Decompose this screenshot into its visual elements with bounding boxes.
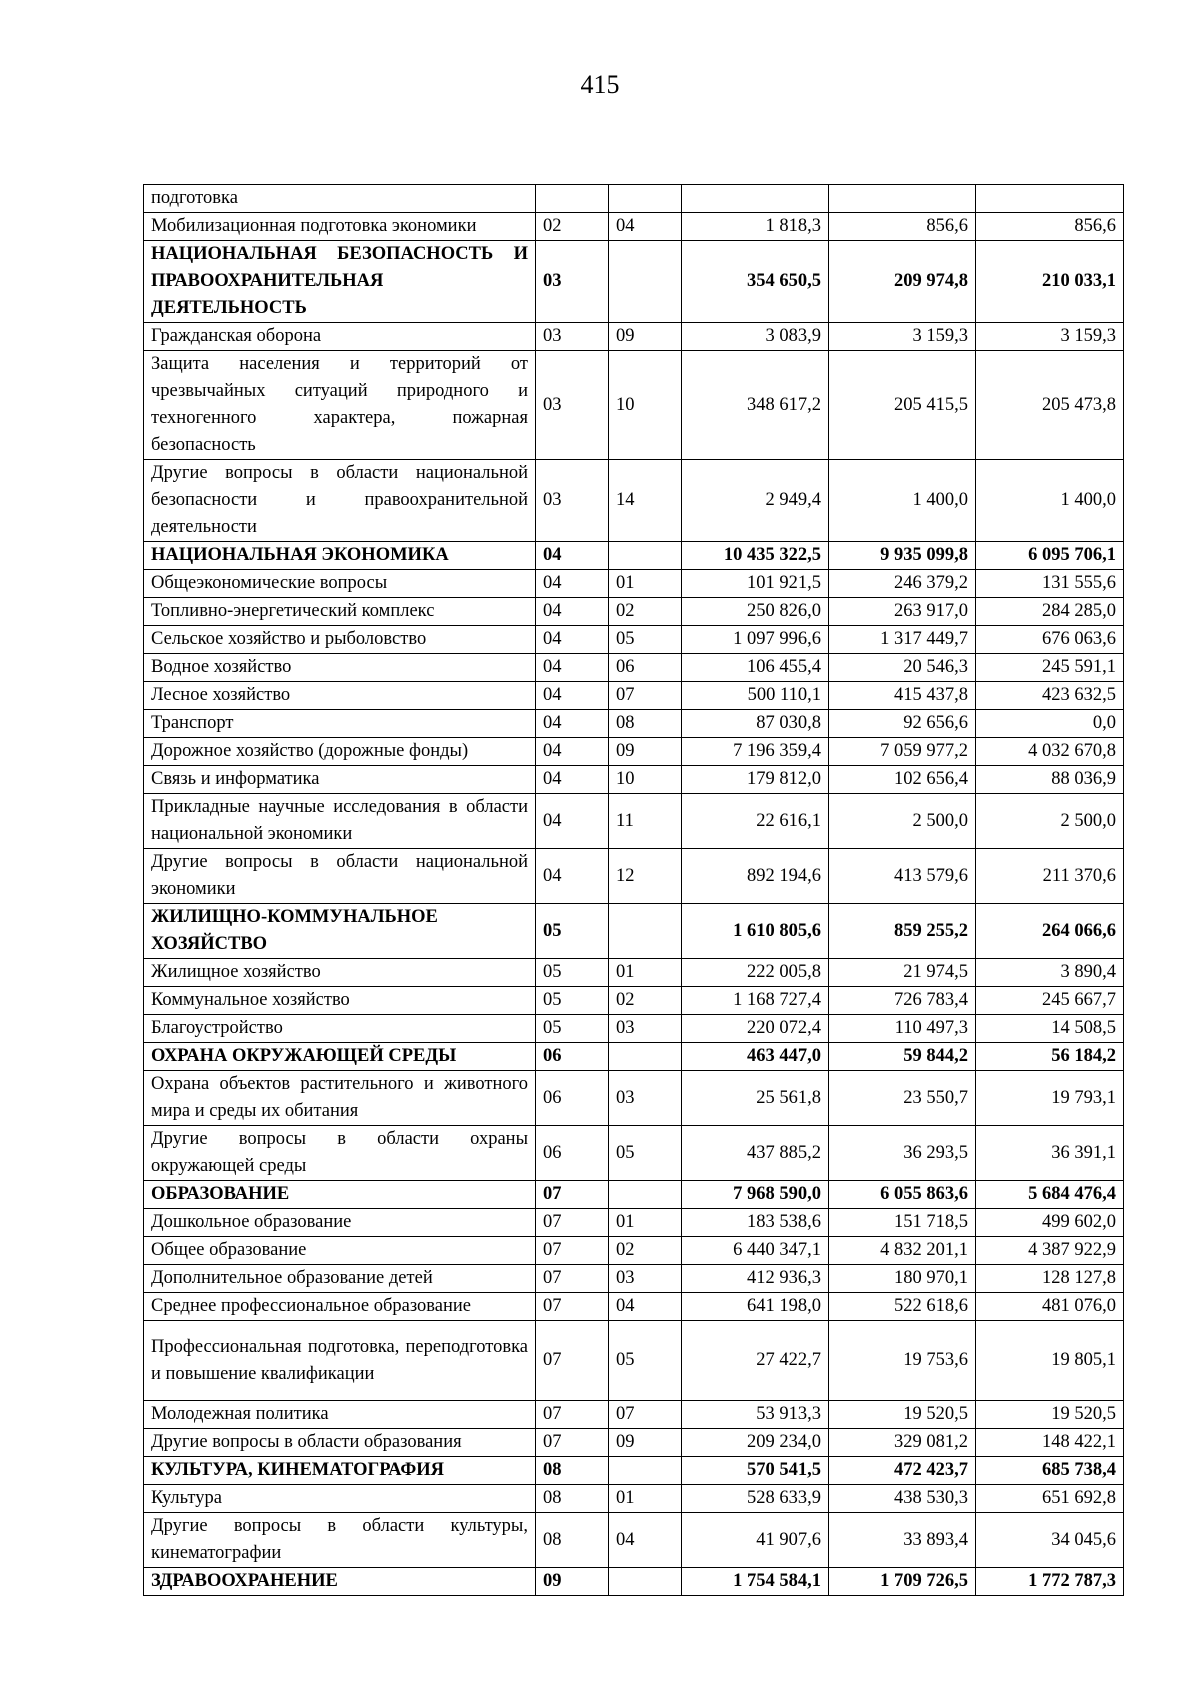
amount-year-2: 4 832 201,1 [829,1237,976,1265]
subsection-code: 10 [609,766,682,794]
amount-year-2: 3 159,3 [829,323,976,351]
amount-year-2: 472 423,7 [829,1457,976,1485]
amount-year-3: 481 076,0 [976,1293,1124,1321]
row-name: Другие вопросы в области культуры, кинематографии [144,1513,536,1568]
subsection-code: 09 [609,738,682,766]
amount-year-3: 245 591,1 [976,654,1124,682]
amount-year-1: 53 913,3 [682,1401,829,1429]
amount-year-1: 222 005,8 [682,959,829,987]
row-name: Дошкольное образование [144,1209,536,1237]
section-code: 04 [536,738,609,766]
row-name: Другие вопросы в области национальной безопасности и правоохранительной деятельности [144,460,536,542]
amount-year-2: 856,6 [829,213,976,241]
table-row [144,1513,1124,1568]
subsection-code [609,241,682,323]
amount-year-3: 5 684 476,4 [976,1181,1124,1209]
row-name: Гражданская оборона [144,323,536,351]
row-name: Благоустройство [144,1015,536,1043]
table-row [144,1015,1124,1043]
table-row [144,794,1124,849]
section-code: 06 [536,1126,609,1181]
amount-year-3: 19 805,1 [976,1321,1124,1401]
row-name: НАЦИОНАЛЬНАЯ ЭКОНОМИКА [144,542,536,570]
amount-year-3: 128 127,8 [976,1265,1124,1293]
amount-year-2: 522 618,6 [829,1293,976,1321]
row-name: ЖИЛИЩНО-КОММУНАЛЬНОЕ ХОЗЯЙСТВО [144,904,536,959]
subsection-code: 08 [609,710,682,738]
row-name: Охрана объектов растительного и животного мира и среды их обитания [144,1071,536,1126]
amount-year-1: 1 610 805,6 [682,904,829,959]
amount-year-2: 726 783,4 [829,987,976,1015]
amount-year-3: 0,0 [976,710,1124,738]
amount-year-2: 102 656,4 [829,766,976,794]
page-number: 415 [580,70,620,99]
table-row [144,1401,1124,1429]
section-code: 07 [536,1237,609,1265]
amount-year-3: 685 738,4 [976,1457,1124,1485]
amount-year-1: 41 907,6 [682,1513,829,1568]
row-name: подготовка [144,185,536,213]
amount-year-3: 34 045,6 [976,1513,1124,1568]
amount-year-3: 2 500,0 [976,794,1124,849]
section-code: 03 [536,241,609,323]
row-name: ОБРАЗОВАНИЕ [144,1181,536,1209]
section-code: 05 [536,904,609,959]
amount-year-2: 21 974,5 [829,959,976,987]
amount-year-3: 245 667,7 [976,987,1124,1015]
amount-year-1: 101 921,5 [682,570,829,598]
subsection-code: 01 [609,1209,682,1237]
amount-year-1: 348 617,2 [682,351,829,460]
amount-year-1: 3 083,9 [682,323,829,351]
section-code: 02 [536,213,609,241]
amount-year-2: 246 379,2 [829,570,976,598]
section-code: 06 [536,1071,609,1126]
amount-year-1: 1 097 996,6 [682,626,829,654]
amount-year-1: 6 440 347,1 [682,1237,829,1265]
row-name: НАЦИОНАЛЬНАЯ БЕЗОПАСНОСТЬ И ПРАВООХРАНИТЕЛЬНАЯ ДЕЯТЕЛЬНОСТЬ [144,241,536,323]
section-code: 04 [536,710,609,738]
amount-year-2: 180 970,1 [829,1265,976,1293]
row-name: Топливно-энергетический комплекс [144,598,536,626]
section-code: 07 [536,1265,609,1293]
table-row [144,598,1124,626]
subsection-code [609,904,682,959]
amount-year-2: 415 437,8 [829,682,976,710]
section-code: 03 [536,323,609,351]
amount-year-3: 676 063,6 [976,626,1124,654]
amount-year-3: 14 508,5 [976,1015,1124,1043]
amount-year-2: 19 520,5 [829,1401,976,1429]
row-name: Лесное хозяйство [144,682,536,710]
section-code: 07 [536,1321,609,1401]
table-row [144,1237,1124,1265]
section-code: 05 [536,1015,609,1043]
subsection-code: 01 [609,1485,682,1513]
amount-year-1: 250 826,0 [682,598,829,626]
amount-year-2: 263 917,0 [829,598,976,626]
amount-year-3: 19 793,1 [976,1071,1124,1126]
amount-year-2: 438 530,3 [829,1485,976,1513]
section-code: 04 [536,570,609,598]
subsection-code: 07 [609,682,682,710]
table-row [144,1126,1124,1181]
amount-year-3: 88 036,9 [976,766,1124,794]
row-name: Общеэкономические вопросы [144,570,536,598]
table-row [144,1429,1124,1457]
amount-year-1: 412 936,3 [682,1265,829,1293]
amount-year-1: 570 541,5 [682,1457,829,1485]
amount-year-1: 7 968 590,0 [682,1181,829,1209]
amount-year-1: 220 072,4 [682,1015,829,1043]
subsection-code: 04 [609,1293,682,1321]
amount-year-3: 423 632,5 [976,682,1124,710]
subsection-code [609,185,682,213]
row-name: ЗДРАВООХРАНЕНИЕ [144,1568,536,1596]
row-name: Среднее профессиональное образование [144,1293,536,1321]
amount-year-2: 1 317 449,7 [829,626,976,654]
amount-year-2: 859 255,2 [829,904,976,959]
table-row [144,213,1124,241]
amount-year-2: 59 844,2 [829,1043,976,1071]
section-code: 04 [536,598,609,626]
amount-year-2: 1 709 726,5 [829,1568,976,1596]
section-code: 03 [536,460,609,542]
amount-year-1: 2 949,4 [682,460,829,542]
amount-year-2: 2 500,0 [829,794,976,849]
section-code: 08 [536,1457,609,1485]
section-code: 06 [536,1043,609,1071]
table-row [144,626,1124,654]
amount-year-2: 33 893,4 [829,1513,976,1568]
row-name: ОХРАНА ОКРУЖАЮЩЕЙ СРЕДЫ [144,1043,536,1071]
section-code: 04 [536,849,609,904]
section-code: 04 [536,794,609,849]
subsection-code [609,1181,682,1209]
amount-year-2: 209 974,8 [829,241,976,323]
section-code: 04 [536,682,609,710]
amount-year-2: 110 497,3 [829,1015,976,1043]
amount-year-2: 92 656,6 [829,710,976,738]
subsection-code: 05 [609,1321,682,1401]
amount-year-1: 437 885,2 [682,1126,829,1181]
subsection-code: 05 [609,1126,682,1181]
amount-year-1: 183 538,6 [682,1209,829,1237]
section-code: 08 [536,1485,609,1513]
amount-year-2: 205 415,5 [829,351,976,460]
amount-year-1: 25 561,8 [682,1071,829,1126]
amount-year-2: 9 935 099,8 [829,542,976,570]
section-code [536,185,609,213]
subsection-code: 10 [609,351,682,460]
table-row [144,682,1124,710]
subsection-code: 01 [609,570,682,598]
section-code: 04 [536,654,609,682]
amount-year-1: 500 110,1 [682,682,829,710]
subsection-code: 03 [609,1071,682,1126]
row-name: Связь и информатика [144,766,536,794]
amount-year-3: 148 422,1 [976,1429,1124,1457]
section-code: 07 [536,1293,609,1321]
section-total-row [144,1457,1124,1485]
section-code: 09 [536,1568,609,1596]
amount-year-3: 856,6 [976,213,1124,241]
table-row [144,654,1124,682]
amount-year-3: 36 391,1 [976,1126,1124,1181]
table-row [144,570,1124,598]
amount-year-1: 7 196 359,4 [682,738,829,766]
section-code: 07 [536,1209,609,1237]
table-row [144,351,1124,460]
subsection-code: 04 [609,213,682,241]
subsection-code: 03 [609,1265,682,1293]
table-row [144,959,1124,987]
row-name: Прикладные научные исследования в области национальной экономики [144,794,536,849]
subsection-code: 12 [609,849,682,904]
subsection-code [609,1457,682,1485]
section-code: 07 [536,1429,609,1457]
amount-year-3: 19 520,5 [976,1401,1124,1429]
amount-year-1: 354 650,5 [682,241,829,323]
table-row [144,185,1124,213]
amount-year-1: 27 422,7 [682,1321,829,1401]
amount-year-1: 179 812,0 [682,766,829,794]
row-name: Коммунальное хозяйство [144,987,536,1015]
amount-year-3: 1 772 787,3 [976,1568,1124,1596]
section-code: 04 [536,626,609,654]
budget-table [143,184,1124,1596]
row-name: Сельское хозяйство и рыболовство [144,626,536,654]
subsection-code: 14 [609,460,682,542]
row-name: Жилищное хозяйство [144,959,536,987]
amount-year-2: 329 081,2 [829,1429,976,1457]
subsection-code: 02 [609,987,682,1015]
amount-year-3: 4 387 922,9 [976,1237,1124,1265]
row-name: Дополнительное образование детей [144,1265,536,1293]
amount-year-2: 36 293,5 [829,1126,976,1181]
section-code: 05 [536,987,609,1015]
row-name: Другие вопросы в области образования [144,1429,536,1457]
amount-year-1: 106 455,4 [682,654,829,682]
subsection-code: 09 [609,1429,682,1457]
table-row [144,1485,1124,1513]
amount-year-2: 151 718,5 [829,1209,976,1237]
table-row [144,460,1124,542]
section-code: 03 [536,351,609,460]
amount-year-3: 264 066,6 [976,904,1124,959]
amount-year-1: 1 818,3 [682,213,829,241]
subsection-code: 07 [609,1401,682,1429]
table-row [144,710,1124,738]
amount-year-2 [829,185,976,213]
table-row [144,987,1124,1015]
row-name: Другие вопросы в области охраны окружающей среды [144,1126,536,1181]
amount-year-2: 7 059 977,2 [829,738,976,766]
section-total-row [144,1181,1124,1209]
amount-year-3: 211 370,6 [976,849,1124,904]
amount-year-1: 528 633,9 [682,1485,829,1513]
subsection-code [609,542,682,570]
table-row [144,1321,1124,1401]
amount-year-1: 1 754 584,1 [682,1568,829,1596]
subsection-code: 11 [609,794,682,849]
section-total-row [144,241,1124,323]
section-total-row [144,542,1124,570]
table-row [144,323,1124,351]
amount-year-1: 463 447,0 [682,1043,829,1071]
table-row [144,1293,1124,1321]
table-row [144,1209,1124,1237]
section-code: 04 [536,766,609,794]
amount-year-3: 284 285,0 [976,598,1124,626]
subsection-code: 04 [609,1513,682,1568]
section-total-row [144,1043,1124,1071]
amount-year-3: 3 890,4 [976,959,1124,987]
row-name: Общее образование [144,1237,536,1265]
amount-year-1: 1 168 727,4 [682,987,829,1015]
section-code: 07 [536,1401,609,1429]
amount-year-3: 210 033,1 [976,241,1124,323]
amount-year-1: 209 234,0 [682,1429,829,1457]
row-name: Дорожное хозяйство (дорожные фонды) [144,738,536,766]
amount-year-3: 4 032 670,8 [976,738,1124,766]
row-name: КУЛЬТУРА, КИНЕМАТОГРАФИЯ [144,1457,536,1485]
subsection-code [609,1568,682,1596]
section-code: 07 [536,1181,609,1209]
subsection-code: 03 [609,1015,682,1043]
table-row [144,849,1124,904]
table-row [144,738,1124,766]
budget-table-body [144,185,1124,1596]
section-code: 04 [536,542,609,570]
amount-year-1: 10 435 322,5 [682,542,829,570]
amount-year-3: 131 555,6 [976,570,1124,598]
amount-year-1: 641 198,0 [682,1293,829,1321]
row-name: Защита населения и территорий от чрезвычайных ситуаций природного и техногенного характера, пожарная безопасность [144,351,536,460]
subsection-code: 01 [609,959,682,987]
subsection-code: 02 [609,1237,682,1265]
amount-year-2: 20 546,3 [829,654,976,682]
amount-year-3: 1 400,0 [976,460,1124,542]
amount-year-2: 19 753,6 [829,1321,976,1401]
row-name: Другие вопросы в области национальной экономики [144,849,536,904]
section-total-row [144,1568,1124,1596]
amount-year-3: 205 473,8 [976,351,1124,460]
subsection-code: 05 [609,626,682,654]
row-name: Мобилизационная подготовка экономики [144,213,536,241]
table-row [144,1071,1124,1126]
amount-year-3: 651 692,8 [976,1485,1124,1513]
amount-year-2: 6 055 863,6 [829,1181,976,1209]
amount-year-2: 1 400,0 [829,460,976,542]
subsection-code: 06 [609,654,682,682]
amount-year-3: 56 184,2 [976,1043,1124,1071]
amount-year-3: 6 095 706,1 [976,542,1124,570]
amount-year-3: 499 602,0 [976,1209,1124,1237]
amount-year-3: 3 159,3 [976,323,1124,351]
row-name: Транспорт [144,710,536,738]
table-row [144,766,1124,794]
section-code: 08 [536,1513,609,1568]
amount-year-1: 22 616,1 [682,794,829,849]
section-total-row [144,904,1124,959]
amount-year-1: 87 030,8 [682,710,829,738]
amount-year-1 [682,185,829,213]
subsection-code [609,1043,682,1071]
amount-year-2: 413 579,6 [829,849,976,904]
row-name: Молодежная политика [144,1401,536,1429]
subsection-code: 09 [609,323,682,351]
row-name: Культура [144,1485,536,1513]
amount-year-2: 23 550,7 [829,1071,976,1126]
row-name: Профессиональная подготовка, переподготовка и повышение квалификации [144,1321,536,1401]
amount-year-3 [976,185,1124,213]
amount-year-1: 892 194,6 [682,849,829,904]
row-name: Водное хозяйство [144,654,536,682]
table-row [144,1265,1124,1293]
section-code: 05 [536,959,609,987]
subsection-code: 02 [609,598,682,626]
